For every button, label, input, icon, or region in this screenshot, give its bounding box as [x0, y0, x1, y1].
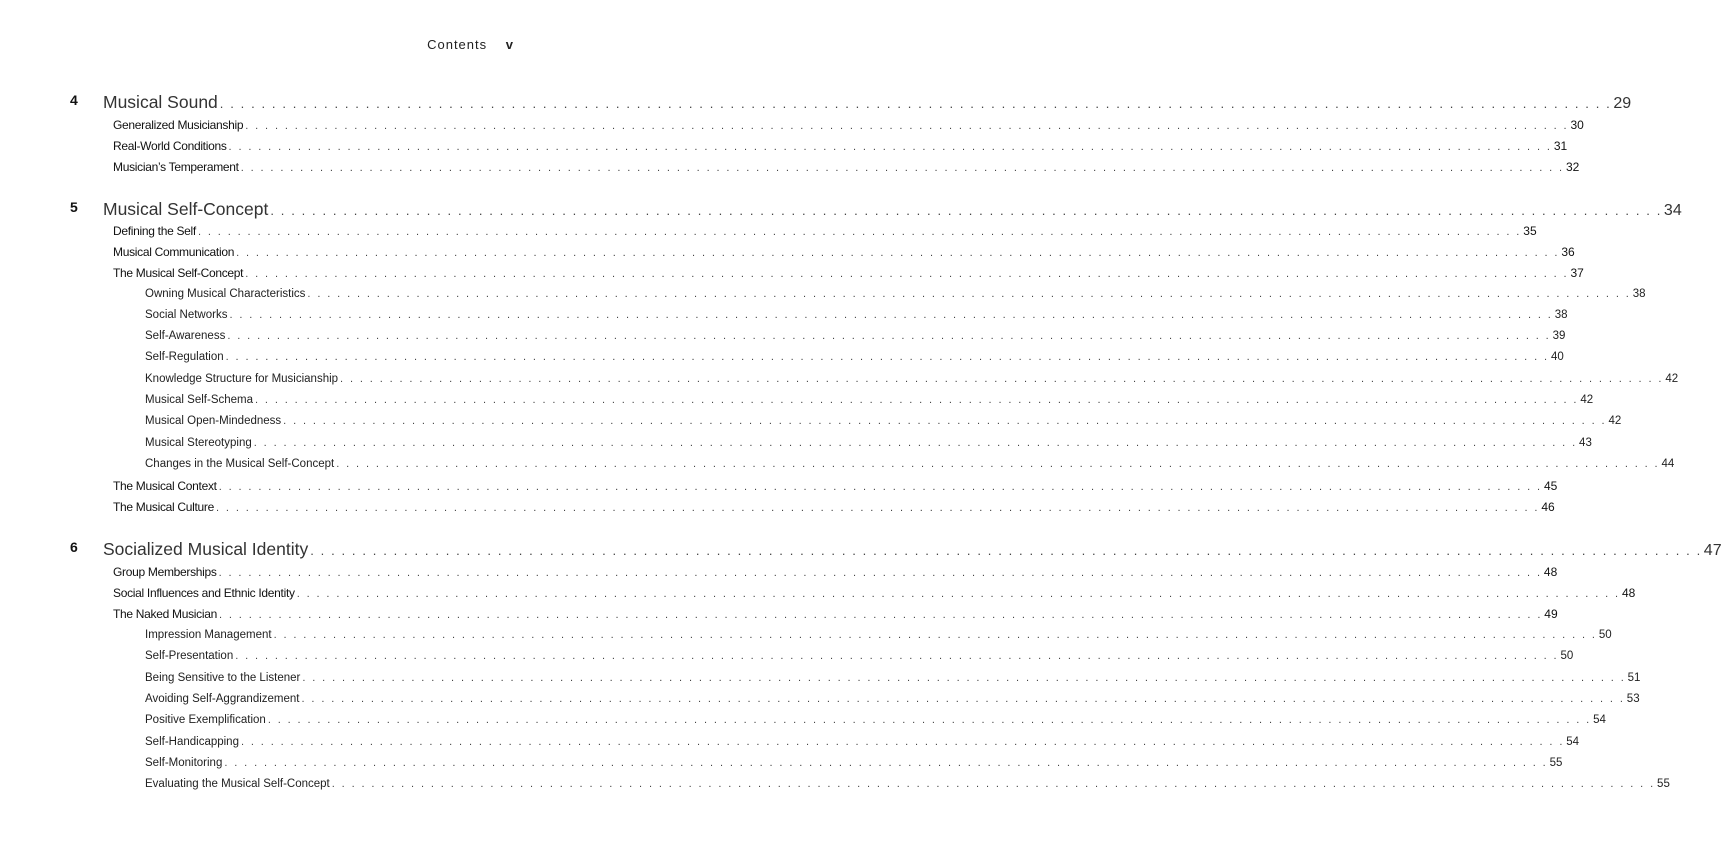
dot-leader — [336, 458, 1659, 470]
toc-chapter-entry[interactable] — [70, 539, 1722, 560]
dot-leader — [310, 543, 1702, 558]
toc-subsection-entry[interactable] — [145, 394, 1594, 406]
section-title: The Musical Culture — [113, 500, 215, 514]
section-page: 48 — [1543, 565, 1558, 579]
chapter-page: 34 — [1663, 202, 1682, 219]
subsection-title: Avoiding Self-Aggrandizement — [145, 693, 300, 705]
section-title: Group Memberships — [113, 565, 217, 579]
toc-subsection-entry[interactable] — [145, 714, 1606, 726]
subsection-page: 43 — [1579, 437, 1592, 449]
subsection-page: 50 — [1598, 629, 1612, 641]
toc-subsection-entry[interactable] — [145, 778, 1670, 790]
dot-leader — [224, 757, 1547, 769]
dot-leader — [241, 162, 1564, 174]
section-title: Musical Communication — [113, 245, 235, 259]
subsection-title: Self-Handicapping — [145, 736, 239, 748]
dot-leader — [302, 672, 1625, 684]
subsection-title: Changes in the Musical Self-Concept — [145, 458, 335, 470]
subsection-page: 38 — [1554, 309, 1568, 321]
subsection-title: Being Sensitive to the Listener — [145, 672, 301, 684]
dot-leader — [219, 567, 1542, 579]
subsection-title: Social Networks — [145, 309, 228, 321]
toc-chapter-entry[interactable] — [70, 92, 1632, 113]
section-title: Musician’s Temperament — [113, 160, 239, 174]
section-page: 32 — [1565, 160, 1580, 174]
chapter-number: 5 — [70, 199, 78, 215]
subsection-title: Self-Presentation — [145, 650, 234, 662]
subsection-page: 42 — [1580, 394, 1594, 406]
dot-leader — [226, 351, 1549, 363]
subsection-title: Musical Stereotyping — [145, 437, 252, 449]
section-page: 30 — [1570, 118, 1584, 132]
toc-chapter-entry[interactable] — [70, 199, 1682, 220]
dot-leader — [198, 226, 1521, 238]
dot-leader — [241, 736, 1564, 748]
toc-subsection-entry[interactable] — [145, 693, 1640, 705]
dot-leader — [340, 373, 1663, 385]
subsection-page: 44 — [1661, 458, 1675, 470]
toc-section-entry[interactable] — [113, 586, 1636, 600]
toc-section-entry[interactable] — [113, 118, 1584, 132]
subsection-title: Self-Awareness — [145, 330, 226, 342]
section-page: 36 — [1561, 245, 1575, 259]
toc-subsection-entry[interactable] — [145, 415, 1622, 427]
subsection-title: Evaluating the Musical Self-Concept — [145, 778, 330, 790]
toc-section-entry[interactable] — [113, 266, 1584, 280]
dot-leader — [219, 609, 1542, 621]
subsection-page: 54 — [1593, 714, 1606, 726]
dot-leader — [302, 693, 1625, 705]
section-title: The Musical Context — [113, 479, 217, 493]
dot-leader — [270, 203, 1662, 218]
subsection-title: Self-Monitoring — [145, 757, 223, 769]
toc-subsection-entry[interactable] — [145, 736, 1580, 748]
running-head-label: Contents — [427, 37, 488, 52]
subsection-title: Self-Regulation — [145, 351, 224, 363]
subsection-title: Owning Musical Characteristics — [145, 288, 306, 300]
running-head — [427, 37, 514, 52]
dot-leader — [332, 778, 1655, 790]
subsection-page: 55 — [1657, 778, 1670, 790]
toc-subsection-entry[interactable] — [145, 309, 1568, 321]
dot-leader — [219, 481, 1542, 493]
subsection-title: Musical Open-Mindedness — [145, 415, 282, 427]
toc-subsection-entry[interactable] — [145, 330, 1566, 342]
toc-subsection-entry[interactable] — [145, 351, 1564, 363]
page-number: v — [505, 37, 514, 52]
toc-subsection-entry[interactable] — [145, 373, 1679, 385]
dot-leader — [274, 629, 1597, 641]
toc-subsection-entry[interactable] — [145, 437, 1592, 449]
chapter-number: 6 — [70, 539, 78, 555]
section-title: The Naked Musician — [113, 607, 217, 621]
toc-subsection-entry[interactable] — [145, 288, 1646, 300]
subsection-title: Positive Exemplification — [145, 714, 266, 726]
section-title: Real-World Conditions — [113, 139, 227, 153]
toc-section-entry[interactable] — [113, 245, 1575, 259]
dot-leader — [227, 330, 1550, 342]
section-page: 35 — [1523, 224, 1537, 238]
subsection-page: 38 — [1632, 288, 1646, 300]
toc-subsection-entry[interactable] — [145, 650, 1574, 662]
chapter-title: Musical Sound — [103, 92, 218, 112]
subsection-title: Knowledge Structure for Musicianship — [145, 373, 339, 385]
section-title: Generalized Musicianship — [113, 118, 244, 132]
dot-leader — [235, 650, 1558, 662]
dot-leader — [297, 588, 1620, 600]
dot-leader — [220, 96, 1612, 111]
section-title: Defining the Self — [113, 224, 196, 238]
chapter-title: Musical Self-Concept — [103, 199, 269, 219]
toc-subsection-entry[interactable] — [145, 458, 1675, 470]
subsection-page: 50 — [1560, 650, 1574, 662]
toc-section-entry[interactable] — [113, 565, 1558, 579]
toc-subsection-entry[interactable] — [145, 672, 1641, 684]
section-page: 49 — [1544, 607, 1558, 621]
toc-section-entry[interactable] — [113, 139, 1568, 153]
subsection-page: 39 — [1552, 330, 1566, 342]
subsection-page: 54 — [1566, 736, 1580, 748]
toc-section-entry[interactable] — [113, 607, 1558, 621]
dot-leader — [268, 714, 1591, 726]
subsection-page: 51 — [1627, 672, 1641, 684]
subsection-page: 55 — [1549, 757, 1563, 769]
toc-section-entry[interactable] — [113, 160, 1580, 174]
dot-leader — [307, 288, 1630, 300]
chapter-page: 47 — [1703, 542, 1722, 559]
toc-section-entry[interactable] — [113, 479, 1558, 493]
chapter-number: 4 — [70, 92, 78, 108]
section-page: 37 — [1570, 266, 1584, 280]
subsection-page: 42 — [1665, 373, 1679, 385]
chapter-page: 29 — [1613, 95, 1632, 112]
dot-leader — [283, 415, 1606, 427]
section-page: 46 — [1541, 500, 1555, 514]
section-page: 31 — [1553, 139, 1568, 153]
subsection-title: Impression Management — [145, 629, 272, 641]
toc-section-entry[interactable] — [113, 500, 1555, 514]
chapter-title: Socialized Musical Identity — [103, 539, 309, 559]
dot-leader — [236, 247, 1559, 259]
dot-leader — [255, 394, 1578, 406]
dot-leader — [245, 120, 1568, 132]
subsection-title: Musical Self-Schema — [145, 394, 254, 406]
section-page: 48 — [1621, 586, 1636, 600]
dot-leader — [245, 268, 1568, 280]
dot-leader — [229, 309, 1552, 321]
section-page: 45 — [1543, 479, 1558, 493]
subsection-page: 53 — [1626, 693, 1640, 705]
dot-leader — [254, 437, 1577, 449]
toc-subsection-entry[interactable] — [145, 629, 1612, 641]
subsection-page: 40 — [1550, 351, 1564, 363]
section-title: Social Influences and Ethnic Identity — [113, 586, 295, 600]
subsection-page: 42 — [1608, 415, 1622, 427]
toc-section-entry[interactable] — [113, 224, 1537, 238]
toc-subsection-entry[interactable] — [145, 757, 1563, 769]
dot-leader — [229, 141, 1552, 153]
dot-leader — [216, 502, 1539, 514]
section-title: The Musical Self-Concept — [113, 266, 244, 280]
